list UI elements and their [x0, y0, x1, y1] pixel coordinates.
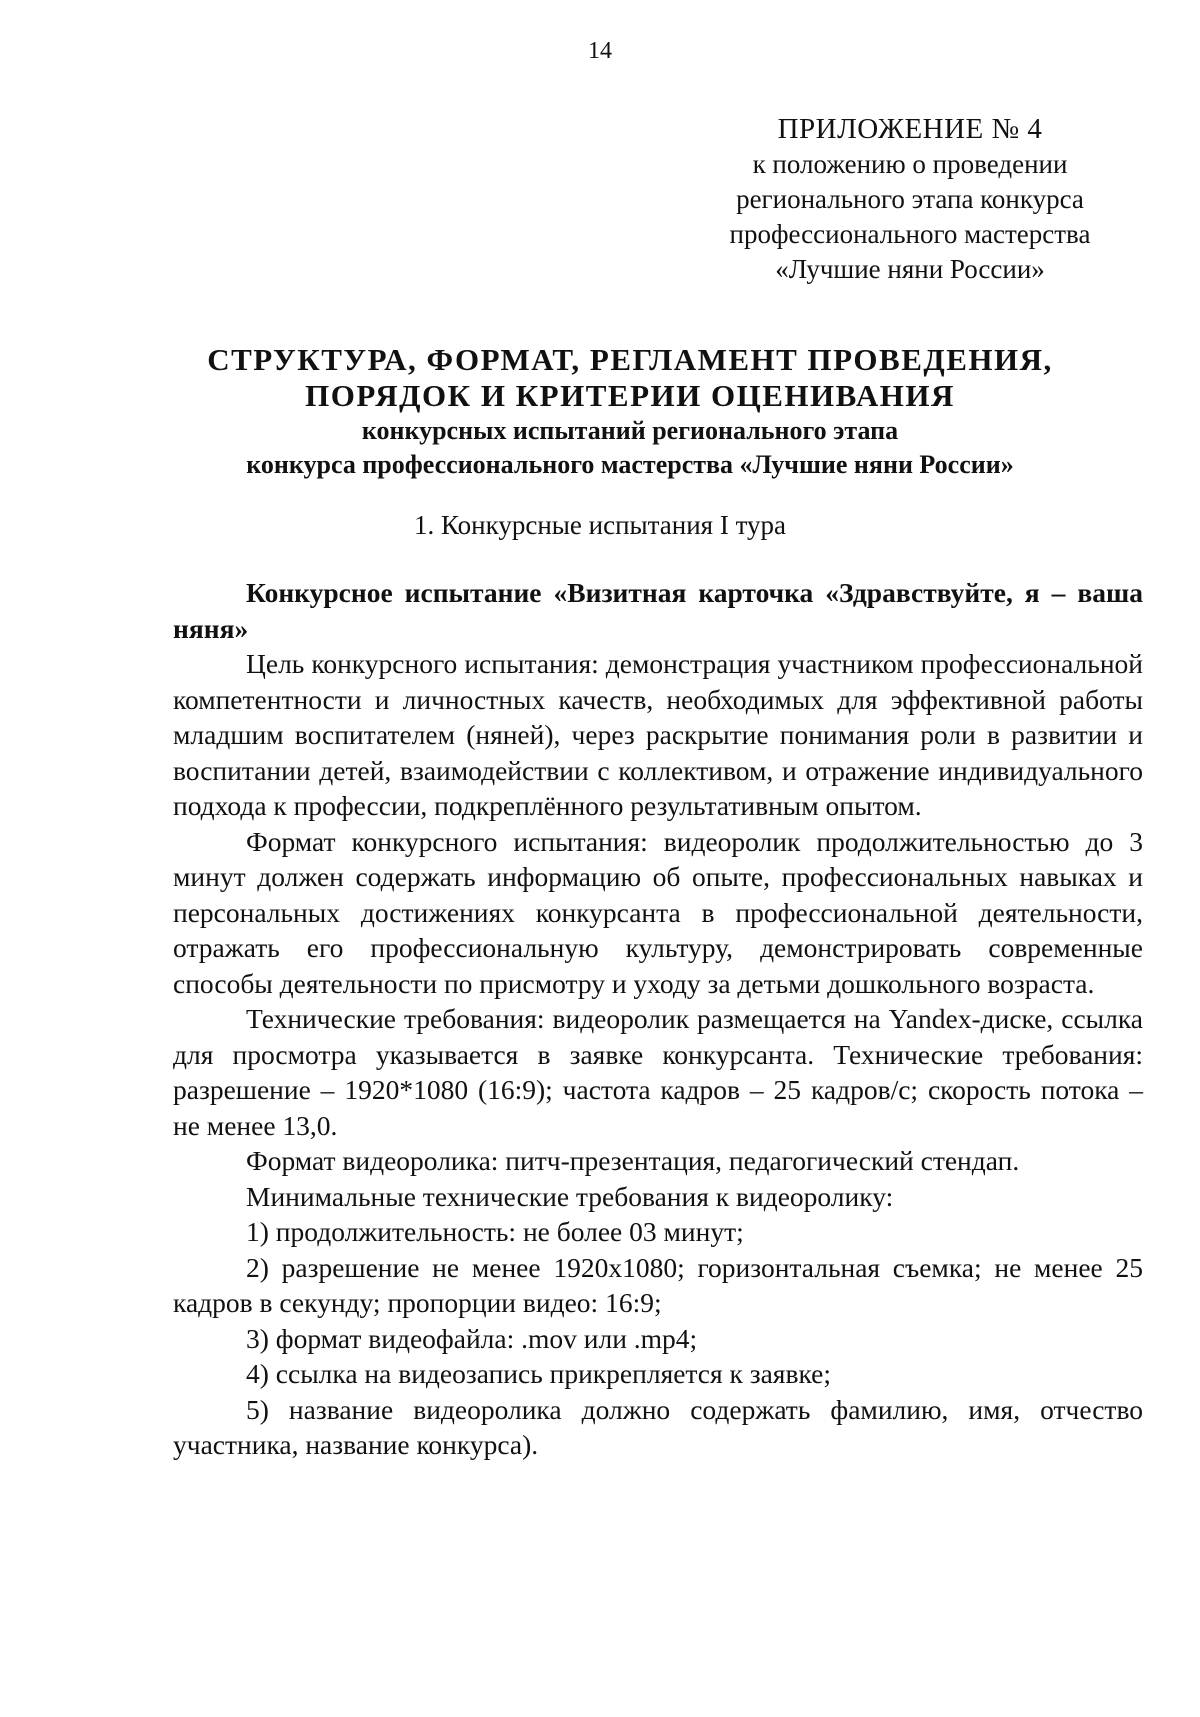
appendix-line: «Лучшие няни России» [775, 254, 1045, 284]
video-format-paragraph: Формат видеоролика: питч-презентация, педагогический стендап. [246, 1145, 1020, 1176]
appendix-line: к положению о проведении [752, 149, 1068, 179]
heading-sub-line: конкурса профессионального мастерства «Лучшие няни России» [246, 450, 1014, 479]
min-requirements-paragraph: Минимальные технические требования к видеоролику: [246, 1180, 894, 1212]
list-item: 4) ссылка на видеозапись прикрепляется к заявке; [246, 1358, 831, 1389]
appendix-line: регионального этапа конкурса [736, 184, 1084, 214]
appendix-title: ПРИЛОЖЕНИЕ № 4 [777, 113, 1043, 145]
document-heading [150, 342, 1110, 482]
document-body [173, 575, 1143, 1463]
heading-main-line: СТРУКТУРА, ФОРМАТ, РЕГЛАМЕНТ ПРОВЕДЕНИЯ, [207, 342, 1053, 377]
appendix-block [700, 112, 1120, 287]
heading-sub-line: конкурсных испытаний регионального этапа [361, 416, 899, 445]
section-title: 1. Конкурсные испытания I тура [413, 510, 787, 540]
tech-paragraph: Технические требования: видеоролик размещается на Yandex-диске, ссылка для просмотра указывается в заявке конкурсанта. Технические требования: разрешение – 1920*1080 (16:9); частота кадров – 25 кадров/с; скорость потока – не менее 13,0. [173, 1003, 1143, 1141]
test-title: Конкурсное испытание «Визитная карточка «Здравствуйте, я – ваша няня» [173, 577, 1143, 644]
list-item: 1) продолжительность: не более 03 минут; [246, 1216, 744, 1247]
list-item: 5) название видеоролика должно содержать фамилию, имя, отчество участника, название конкурса). [173, 1393, 1143, 1460]
appendix-line: профессионального мастерства [729, 219, 1091, 249]
page-number: 14 [588, 38, 612, 64]
list-item: 2) разрешение не менее 1920х1080; горизонтальная съемка; не менее 25 кадров в секунду; пропорции видео: 16:9; [173, 1251, 1143, 1318]
heading-main-line: ПОРЯДОК И КРИТЕРИИ ОЦЕНИВАНИЯ [305, 378, 955, 413]
list-item: 3) формат видеофайла: .mov или .mp4; [246, 1322, 698, 1354]
goal-paragraph: Цель конкурсного испытания: демонстрация участником профессиональной компетентности и личностных качеств, необходимых для эффективной работы младшим воспитателем (няней), через раскрытие понимания роли в развитии и воспитании детей, взаимодействии с коллективом, и отражение индивидуального подхода к профессии, подкреплённого результативным опытом. [173, 648, 1143, 821]
format-paragraph: Формат конкурсного испытания: видеоролик продолжительностью до 3 минут должен содержать информацию об опыте, профессиональных навыках и персональных достижениях конкурсанта в профессиональной деятельности, отражать его профессиональную культуру, демонстрировать современные способы деятельности по присмотру и уходу за детьми дошкольного возраста. [173, 825, 1143, 999]
